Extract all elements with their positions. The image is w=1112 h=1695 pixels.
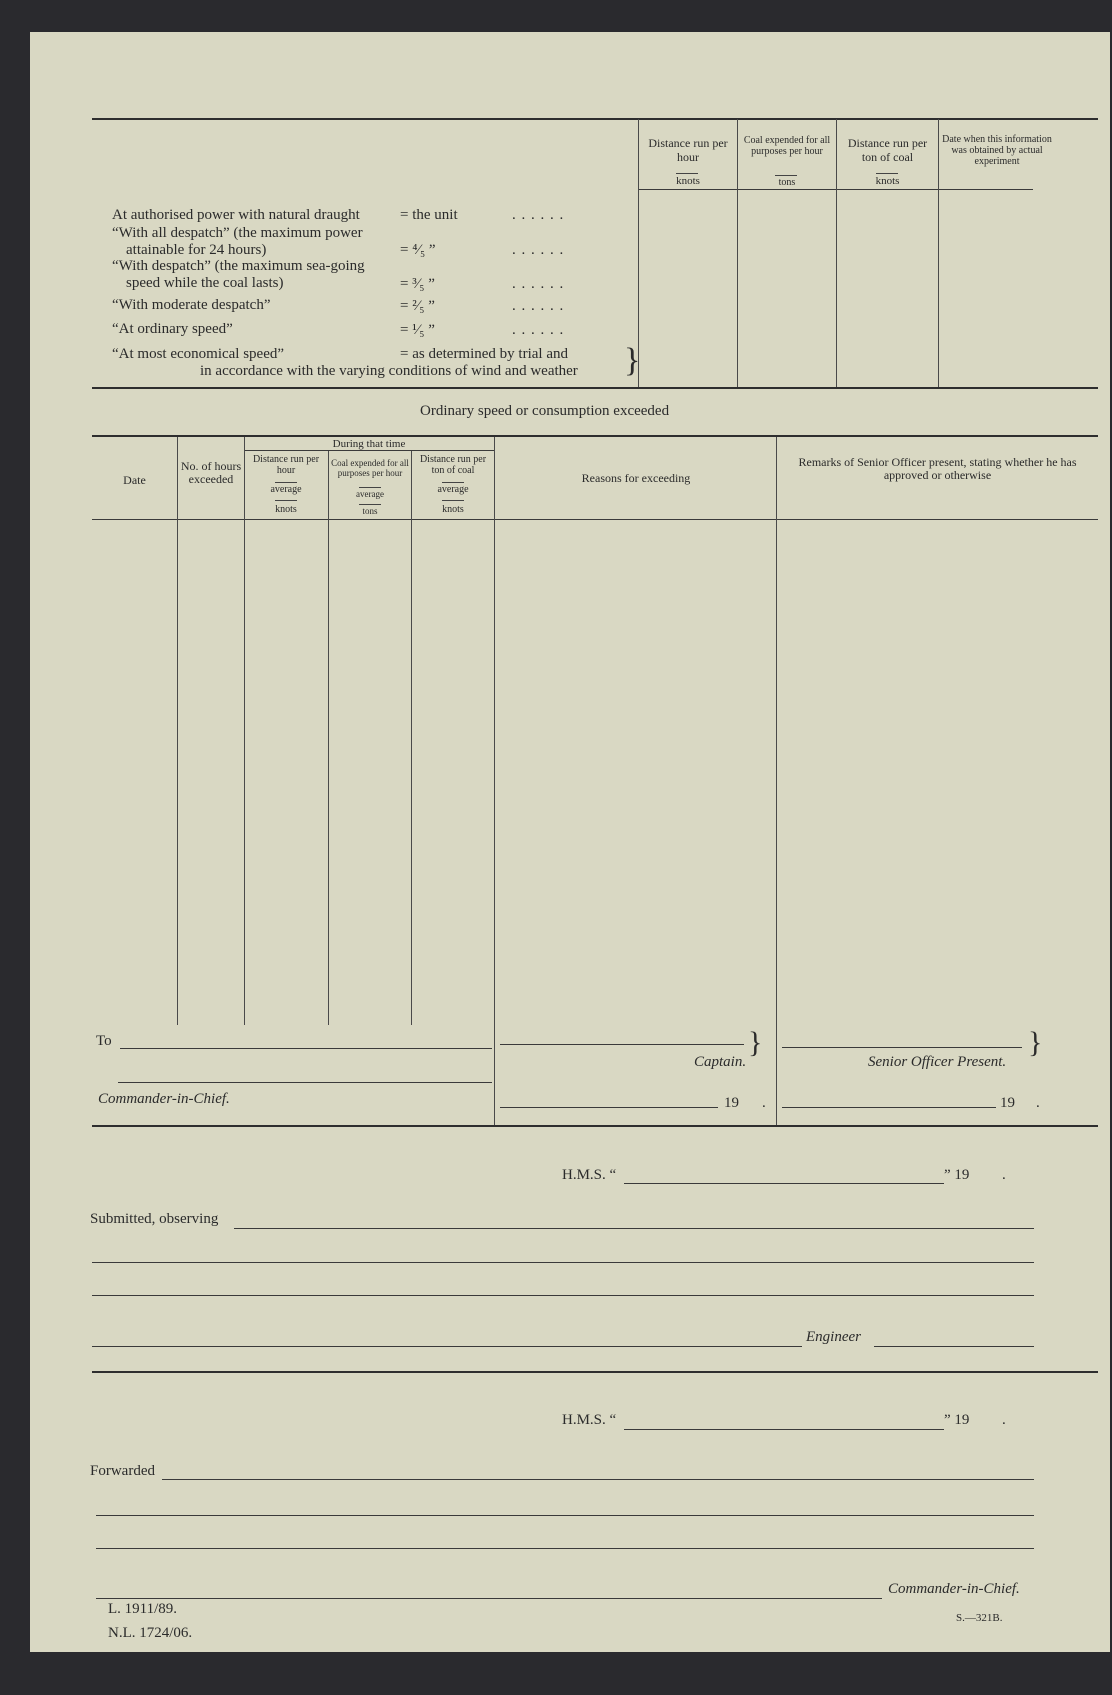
- form-number: S.—321B.: [956, 1612, 1003, 1624]
- row-economical-speed-value: = as determined by trial and: [400, 346, 568, 362]
- col-distance-per-hour: Distance run per hour: [252, 454, 320, 476]
- senior-signature-line[interactable]: [782, 1047, 1022, 1048]
- engineer-label: Engineer: [806, 1329, 861, 1345]
- captain-label: Captain.: [694, 1054, 747, 1070]
- col-reasons: Reasons for exceeding: [581, 471, 691, 485]
- header-date-experiment: Date when this information was obtained by actual experiment: [942, 134, 1052, 167]
- section-title: Ordinary speed or consumption exceeded: [420, 403, 670, 419]
- row-despatch-value: = ³⁄₅ ”: [400, 276, 435, 292]
- during-that-time-header: During that time: [332, 438, 406, 450]
- col-coal-expended: Coal expended for all purposes per hour: [331, 458, 409, 478]
- col-date: Date: [123, 473, 146, 487]
- ship-name-line-1[interactable]: [624, 1183, 944, 1184]
- forwarded-label: Forwarded: [90, 1463, 155, 1479]
- reference-nl: N.L. 1724/06.: [108, 1625, 193, 1641]
- row-ordinary-speed-value: = ¹⁄₅ ”: [400, 322, 435, 338]
- header-distance-per-ton: Distance run per ton of coal: [847, 136, 928, 164]
- row-ordinary-speed: “At ordinary speed”: [112, 321, 233, 337]
- to-line[interactable]: [120, 1048, 492, 1049]
- row-all-despatch: “With all despatch” (the maximum power: [112, 225, 363, 241]
- submitted-label: Submitted, observing: [90, 1211, 219, 1227]
- row-despatch: “With despatch” (the maximum sea-going: [112, 258, 365, 274]
- ship-name-line-2[interactable]: [624, 1429, 944, 1430]
- reference-l: L. 1911/89.: [108, 1601, 178, 1617]
- row-moderate-despatch: “With moderate despatch”: [112, 297, 271, 313]
- row-all-despatch-value: = ⁴⁄₅ ”: [400, 242, 436, 258]
- row-economical-speed: “At most economical speed”: [112, 346, 285, 362]
- row-authorised-power: At authorised power with natural draught: [112, 207, 360, 223]
- header-coal-expended: Coal expended for all purposes per hour: [743, 135, 831, 157]
- hms-label-submitted: H.M.S. “: [562, 1167, 617, 1183]
- header-distance-per-hour: Distance run per hour: [648, 136, 728, 164]
- forwarded-commander-label: Commander-in-Chief.: [888, 1581, 1020, 1597]
- col-distance-per-ton: Distance run per ton of coal: [419, 454, 487, 476]
- senior-officer-label: Senior Officer Present.: [868, 1054, 1007, 1070]
- row-authorised-power-value: = the unit: [400, 207, 458, 223]
- unit-tons: tons: [778, 177, 796, 188]
- to-label: To: [96, 1033, 112, 1049]
- row-moderate-despatch-value: = ²⁄₅ ”: [400, 298, 435, 314]
- commander-label: Commander-in-Chief.: [98, 1091, 230, 1107]
- hms-label-forwarded: H.M.S. “: [562, 1412, 617, 1428]
- captain-signature-line[interactable]: [500, 1044, 744, 1045]
- forwarded-line[interactable]: [162, 1479, 1034, 1480]
- form-page: Distance run per hour knots Coal expended for all purposes per hour tons Distance run per ton of coal knots Date when this information was obtained by actual experiment At authorised power with natural draught = the unit . . . . . . “With all despatch” (the maximum power attainable for 24 hours) = ⁴⁄₅ ” . . . . . . “With despatch” (the maximum sea-going speed while the coal lasts) = ³⁄₅ ” . . . . . . “With moderate despatch” = ²⁄₅ ” . . . . . . “At ordinary speed” = ¹⁄₅ ” . . . . . . “At most economical speed” = as determined by trial and in accordance with the varying conditions of wind and weather } Ordinary speed or consumption exceeded During that time Date No. of hours exceeded Distance run per hour average knots Coal expended for all purposes per hour average tons Distance run per ton of coal average knots Reasons for exceeding Remarks of Senior Officer present, stating whether he has approved or otherwise To Commander-in-Chief. Captain. } 19 . Senior Officer Present. } 19 . H.M.S. “ ” 19 . Submitted, observing Engineer H.M.S. “ ” 19 . Forwarded Commander-in-Chief. L. 1911/89. N.L. 1724/06. S.—321B.: [30, 32, 1110, 1652]
- top-rule: [92, 118, 1098, 120]
- top-table-bottom-rule: [92, 387, 1098, 389]
- unit-knots: knots: [676, 175, 700, 187]
- unit-knots-2: knots: [875, 175, 900, 187]
- submitted-line[interactable]: [234, 1228, 1034, 1229]
- col-hours-exceeded: No. of hours exceeded: [180, 459, 242, 486]
- col-remarks: Remarks of Senior Officer present, stating whether he has approved or otherwise: [798, 455, 1077, 482]
